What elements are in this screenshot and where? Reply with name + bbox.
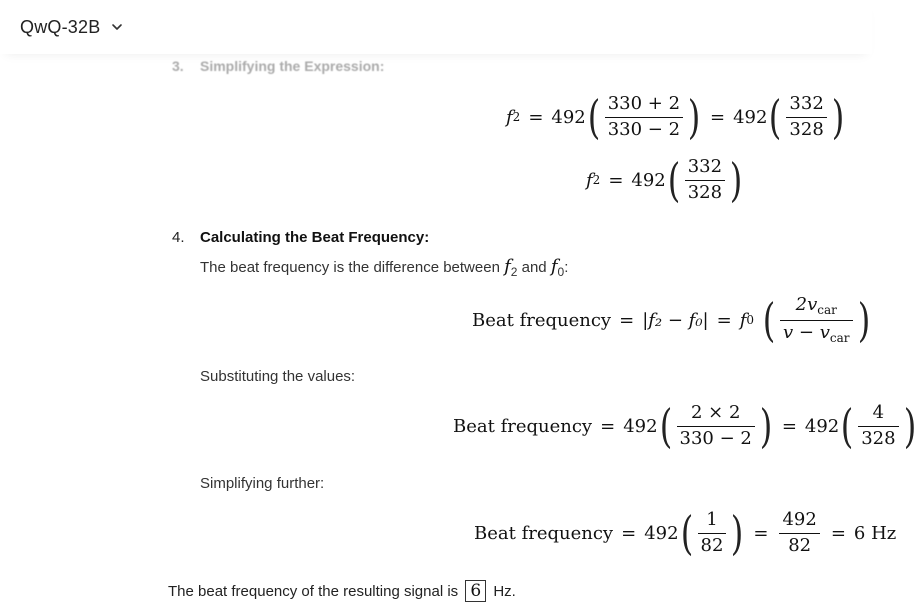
fraction: $\frac{2v_{car}}{v - v_{car}}$ <box>780 296 853 344</box>
fraction: $\frac{4}{328}$ <box>858 404 898 449</box>
model-name: QwQ-32B <box>20 16 101 37</box>
fraction: $\frac{492}{82}$ <box>779 511 819 556</box>
equation-f2-simplified: f 2 = 492 ( $\frac{332}{328}$ ) <box>586 153 743 207</box>
step-description: The beat frequency is the difference between $f_2$ and $f_0$: <box>200 256 569 279</box>
list-number: 4. <box>172 229 185 246</box>
chat-header <box>0 0 872 54</box>
fraction: $\frac{2 \times 2}{330 - 2}$ <box>677 404 755 449</box>
equation-beat-frequency-formula: Beat frequency = |f₂ − f₀| = f 0 ( $\frac{2v_{car}}{v - v_{car}}$ ) <box>472 293 870 348</box>
equation-beat-frequency-result: Beat frequency = 492 ( $\frac{1}{82}$ ) = $\frac{492}{82}$ = 6 Hz <box>474 506 897 560</box>
equation-f2-expanded: f 2 = 492 ( $\frac{330 + 2}{330 - 2}$ ) = 492 ( $\frac{332}{328}$ ) <box>506 90 845 144</box>
fraction: $\frac{330 + 2}{330 - 2}$ <box>605 95 683 140</box>
model-selector[interactable] <box>20 17 124 38</box>
substituting-text: Substituting the values: <box>200 368 356 385</box>
fraction: $\frac{332}{328}$ <box>786 95 826 140</box>
boxed-answer: 6 <box>465 580 486 602</box>
simplifying-text: Simplifying further: <box>200 475 325 492</box>
equation-beat-frequency-substituted: Beat frequency = 492 ( $\frac{2 \times 2}{330 - 2}$ ) = 492 ( $\frac{4}{328}$ ) <box>453 399 916 453</box>
clipped-step-heading: 3. Simplifying the Expression: <box>172 58 385 74</box>
step-title: Calculating the Beat Frequency: <box>200 229 430 246</box>
fraction: $\frac{332}{328}$ <box>685 158 725 203</box>
fraction: $\frac{1}{82}$ <box>698 511 727 556</box>
conclusion-text: The beat frequency of the resulting signal is 6 Hz. <box>168 581 516 601</box>
chevron-down-icon[interactable] <box>110 20 124 34</box>
